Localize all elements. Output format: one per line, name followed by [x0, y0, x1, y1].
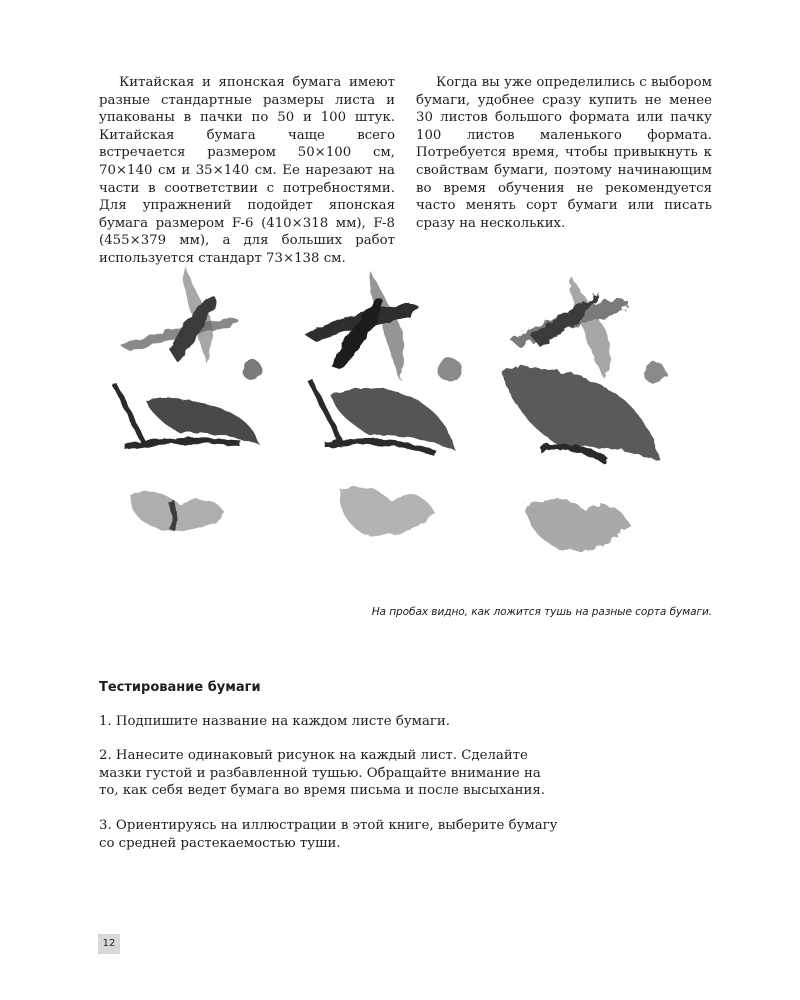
- section-title: Тестирование бумаги: [99, 680, 261, 695]
- step-item: 3. Ориентируясь на иллюстрации в этой книге, выберите бумагу со средней растекаемостью туши.: [99, 817, 558, 851]
- right-column: [416, 74, 712, 232]
- figure-caption: На пробах видно, как ложится тушь на разные сорта бумаги.: [371, 606, 712, 618]
- step-item: 1. Подпишите название на каждом листе бумаги.: [99, 713, 450, 729]
- step-item: 2. Нанесите одинаковый рисунок на каждый лист. Сделайте мазки густой и разбавленной тушью. Обращайте внимание на то, как себя ведет бумага во время письма и после высыхания.: [99, 748, 546, 799]
- steps-list: [99, 713, 559, 853]
- left-column: [99, 74, 395, 268]
- page-number: 12: [98, 934, 120, 954]
- sample-paper-1: [115, 265, 262, 531]
- right-paragraph: Когда вы уже определились с выбором бумаги, удобнее сразу купить не менее 30 листов большого формата или пачку 100 листов маленького формата. Потребуется время, чтобы привыкнуть к свойствам бумаги, поэтому начинающим во время обучения не рекомендуется часто менять сорт бумаги или писать сразу на нескольких.: [416, 75, 712, 231]
- left-paragraph: Китайская и японская бумага имеют разные стандартные размеры листа и упакованы в пачки по 50 и 100 штук. Китайская бумага чаще всего встречается размером 50×100 см, 70×140 см и 35×140 см. Ее нарезают на части в соответствии с потребностями. Для упражнений подойдет японская бумага размером F-6 (410×318 мм), F-8 (455×379 мм), а для больших работ используется стандарт 73×138 см.: [99, 75, 395, 266]
- ink-samples-illustration: [100, 255, 720, 595]
- paper-testing-section: [99, 679, 559, 869]
- sample-paper-2: [305, 270, 462, 536]
- sample-paper-3: [500, 275, 666, 551]
